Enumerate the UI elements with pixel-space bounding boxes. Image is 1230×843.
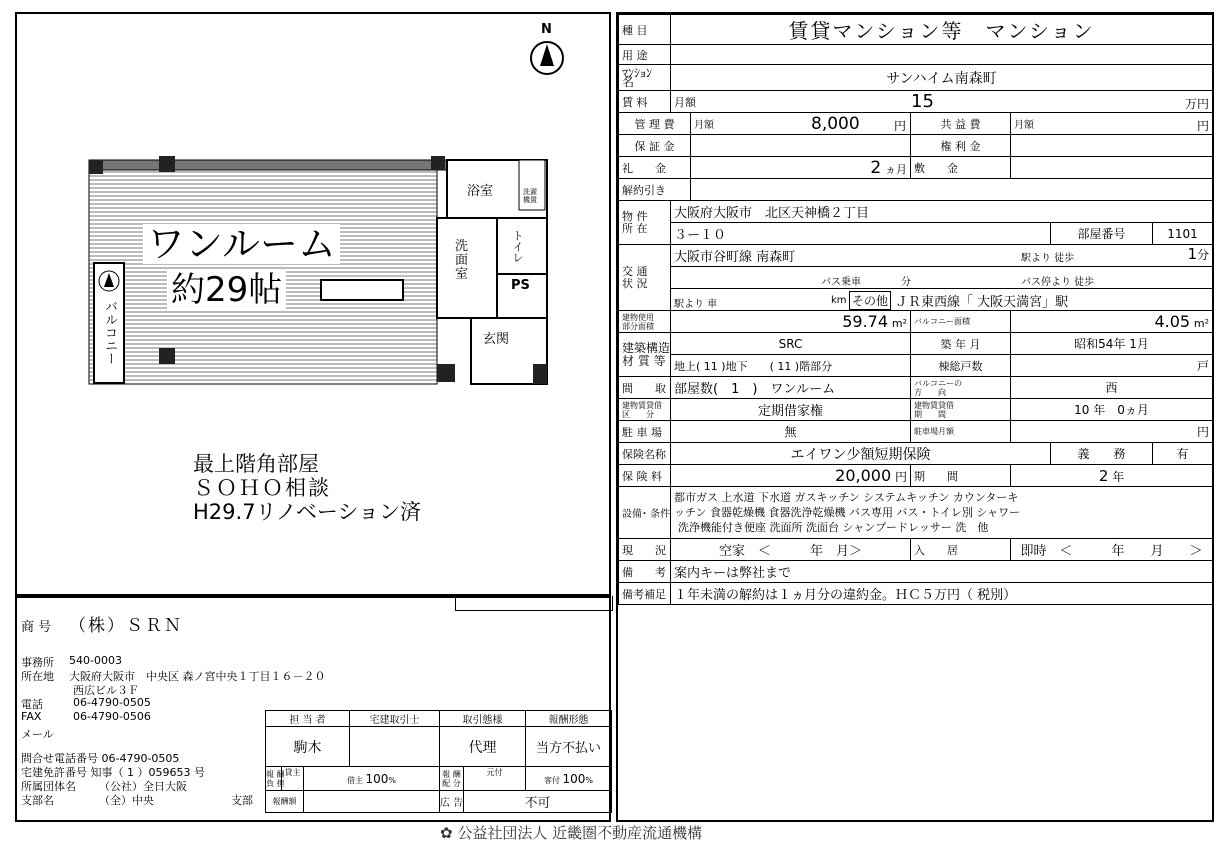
equip-line-1: 都市ガス 上水道 下水道 ガスキッチン システムキッチン カウンターキ	[674, 491, 1019, 504]
movein-label: 入 居	[911, 539, 1011, 561]
tel-label: 電話	[21, 698, 43, 711]
association-logo-icon: ✿	[440, 824, 458, 842]
name-value: サンハイム南森町	[671, 65, 1213, 91]
association-label: 所属団体名	[21, 780, 76, 793]
license: 宅建免許番号 知事（ 1 ）059653 号	[21, 766, 205, 779]
area-cell	[671, 311, 911, 333]
lease-term-value: 10 年 0ヵ月	[1011, 399, 1213, 421]
built-value: 昭和54年 1月	[1011, 333, 1213, 355]
km-unit: km	[831, 295, 847, 306]
lease-term-label: 建物賃貸借 期 間	[911, 399, 1011, 421]
header-tab	[455, 596, 613, 611]
use-value	[671, 45, 1213, 65]
traffic-line	[671, 245, 1213, 267]
compass-letter: N	[541, 22, 552, 37]
h-person: 担 当 者	[266, 711, 350, 727]
lessee-pct	[304, 767, 440, 791]
parking-value: 無	[671, 421, 911, 443]
ad-value: 不可	[464, 791, 612, 813]
pct-unit-2: %	[585, 775, 594, 785]
walk-value	[1187, 245, 1209, 263]
ins-fee-value: 20,000	[835, 466, 892, 485]
balcony-arrow-icon	[98, 270, 120, 292]
bath-label: 浴室	[467, 184, 494, 199]
bus-walk-label: バス停より 徒歩	[1021, 277, 1095, 288]
balcony-label: バルコニー	[102, 300, 117, 365]
name-label: ﾏﾝｼｮﾝ 名	[619, 65, 671, 91]
lessee-label: 借主	[346, 775, 363, 785]
address: 大阪府大阪市 中央区 森ノ宮中央１丁目１６－２０	[69, 670, 326, 683]
company-panel	[15, 596, 611, 822]
ins-name-label: 保険名称	[619, 443, 671, 465]
common-label: 共 益 費	[911, 113, 1011, 135]
deposit-label: 保 証 金	[619, 135, 691, 157]
lease-type-value: 定期借家権	[671, 399, 911, 421]
branch-label: 支部名	[21, 794, 54, 807]
fee-burden: 報 酬 負 担	[266, 767, 282, 791]
room-value: 1101	[1153, 223, 1213, 245]
broker-cell	[350, 727, 440, 767]
balc-dir-value: 西	[1011, 377, 1213, 399]
period-label: 期 間	[911, 465, 1011, 487]
use-label: 用 途	[619, 45, 671, 65]
period-cell	[1011, 465, 1213, 487]
postal: 540-0003	[69, 654, 122, 667]
key-cell	[1011, 135, 1213, 157]
built-label: 築 年 月	[911, 333, 1011, 355]
reikin-label: 礼 金	[619, 157, 691, 179]
walk-label: 駅より 徒歩	[1021, 253, 1075, 264]
common-unit: 円	[1197, 119, 1210, 133]
other-value: ＪＲ東西線「 大阪天満宮」駅	[895, 295, 1069, 310]
rent-cell	[671, 91, 1213, 113]
rent-unit: 万円	[1185, 97, 1210, 111]
remarks2-value: １年未満の解約は１ヵ月分の違約金。ＨＣ５万円（ 税別）	[671, 583, 1213, 605]
ps-label: PS	[511, 278, 530, 293]
branch: （全）中央	[99, 794, 154, 807]
balc-area-value: 4.05	[1154, 312, 1191, 331]
shikikin-label: 敷 金	[911, 157, 1011, 179]
parking-fee-unit: 円	[1011, 421, 1213, 443]
note-3: H29.7リノベーション済	[193, 500, 422, 524]
client-pct	[526, 767, 612, 791]
fee-amount-cell	[304, 791, 440, 813]
other-label: その他	[849, 291, 891, 310]
reikin-unit: ヵ月	[885, 162, 907, 176]
mode: 代理	[440, 727, 526, 767]
status-label: 現 況	[619, 539, 671, 561]
cancel-cell	[691, 179, 1213, 201]
spec-table	[618, 14, 1213, 605]
cancel-label: 解約引き	[619, 179, 691, 201]
footer	[440, 822, 702, 843]
balc-dir-label: バルコニーの 方 向	[911, 377, 1011, 399]
note-1: 最上階角部屋	[193, 452, 319, 476]
trade-name-label: 商 号	[21, 620, 52, 635]
units-unit: 戸	[1011, 355, 1213, 377]
toilet-label: トイレ	[511, 230, 524, 263]
location-1: 大阪府大阪市 北区天神橋２丁目	[671, 201, 1213, 223]
spec-panel	[616, 12, 1214, 822]
period-value: 2	[1098, 466, 1109, 485]
ins-name-value: エイワン少額短期保険	[671, 443, 1051, 465]
mgmt-label: 管 理 費	[619, 113, 691, 135]
equip-line-2: ッチン 食器乾燥機 食器洗浄乾燥機 バス専用 バス・トイレ別 シャワー	[674, 506, 1021, 519]
floors-value: 地上( 11 )地下 ( 11 )階部分	[671, 355, 911, 377]
floorplan-panel	[15, 12, 611, 596]
person: 駒木	[266, 727, 350, 767]
ins-fee-cell	[671, 465, 911, 487]
parking-fee-label: 駐車場月額	[911, 421, 1011, 443]
client-value: 100	[562, 771, 586, 786]
fee-type: 当方不払い	[526, 727, 612, 767]
area-value: 59.74	[842, 312, 889, 331]
balc-area-unit: m²	[1193, 317, 1210, 330]
lease-type-label: 建物賃貸借 区 分	[619, 399, 671, 421]
rent-value: 15	[911, 91, 934, 112]
compass	[529, 22, 569, 78]
remarks-label: 備 考	[619, 561, 671, 583]
fax-label: FAX	[21, 710, 42, 723]
fee-split: 報 酬 配 分	[440, 767, 464, 791]
movein-value: 即時 ＜ 年 月 ＞	[1011, 539, 1213, 561]
layout-value: 部屋数( 1 ) ワンルーム	[671, 377, 911, 399]
deposit-cell	[691, 135, 911, 157]
key-label: 権 利 金	[911, 135, 1011, 157]
branch-suffix: 支部	[231, 794, 253, 807]
lessor: 貸主	[282, 767, 304, 791]
equip-line-3: 洗浄機能付き便座 洗面所 洗面台 シャンプードレッサー 洗 他	[678, 521, 989, 534]
bus-min: 分	[901, 277, 911, 288]
fee-amount: 報酬額	[266, 791, 304, 813]
traffic-bus	[671, 267, 1213, 289]
tel: 06-4790-0505	[73, 696, 151, 709]
ad-label: 広 告	[440, 791, 464, 813]
mgmt-cell	[691, 113, 911, 135]
balc-area-label: バルコニー面積	[911, 311, 1011, 333]
struct-label: 建築構造 材 質 等	[619, 333, 671, 377]
room-label: 部屋番号	[1051, 223, 1153, 245]
equip-cell	[671, 487, 1213, 539]
rent-prefix: 月額	[674, 96, 696, 109]
struct-value: SRC	[671, 333, 911, 355]
ins-fee-unit: 円	[894, 470, 907, 484]
common-cell	[1011, 113, 1213, 135]
car-label: 駅より 車	[674, 299, 718, 310]
type-value: 賃貸マンション等 マンション	[671, 15, 1213, 45]
ins-fee-label: 保 険 料	[619, 465, 671, 487]
mgmt-unit: 円	[893, 119, 906, 133]
pct-unit: %	[388, 775, 397, 785]
origin: 元付	[464, 767, 526, 791]
walk-number: 1	[1187, 245, 1198, 263]
remarks-value: 案内キーは弊社まで	[671, 561, 1213, 583]
lessee-value: 100	[365, 771, 389, 786]
period-unit: 年	[1112, 469, 1125, 484]
duty-value: 有	[1153, 443, 1213, 465]
agent-table	[265, 710, 612, 813]
entrance-label: 玄関	[483, 332, 510, 347]
layout-label: ワンルーム	[143, 224, 340, 264]
line-name: 大阪市谷町線 南森町	[674, 250, 796, 265]
area-label: 建物使用 部分面積	[619, 311, 671, 333]
balc-area-cell	[1011, 311, 1213, 333]
mgmt-prefix: 月額	[694, 120, 714, 131]
shikikin-cell	[1011, 157, 1213, 179]
area-unit: m²	[891, 317, 907, 330]
address-label: 所在地	[21, 670, 54, 683]
mgmt-value: 8,000	[811, 114, 860, 134]
fax: 06-4790-0506	[73, 710, 151, 723]
reikin-value: 2	[870, 157, 882, 178]
balcony	[93, 262, 125, 384]
location-label: 物 件 所 在	[619, 201, 671, 245]
status-value: 空家 ＜ 年 月＞	[671, 539, 911, 561]
size-label: 約29帖	[167, 270, 286, 310]
north-arrow-icon	[529, 38, 569, 78]
h-broker: 宅建取引士	[350, 711, 440, 727]
layout-label: 間 取	[619, 377, 671, 399]
h-fee: 報酬形態	[526, 711, 612, 727]
traffic-car	[671, 289, 1213, 311]
units-label: 棟総戸数	[911, 355, 1011, 377]
client-label: 客付	[543, 775, 560, 785]
common-prefix: 月額	[1014, 120, 1034, 131]
type-label: 種 目	[619, 15, 671, 45]
duty-label: 義 務	[1051, 443, 1153, 465]
association: （公社）全日大阪	[99, 780, 187, 793]
mail-label: メール	[21, 728, 54, 741]
h-mode: 取引態様	[440, 711, 526, 727]
office-label: 事務所	[21, 656, 54, 669]
location-2: ３ー１０	[671, 223, 1051, 245]
footer-text: 公益社団法人 近畿圏不動産流通機構	[457, 824, 703, 842]
parking-label: 駐 車 場	[619, 421, 671, 443]
bus-label: バス乗車	[821, 277, 861, 288]
building: 西広ビル３Ｆ	[73, 684, 139, 697]
remarks2-label: 備考補足	[619, 583, 671, 605]
equip-label: 設備･ 条件	[619, 487, 671, 539]
washer-label: 洗濯 機置	[523, 188, 537, 204]
inquiry: 問合せ電話番号 06-4790-0505	[21, 752, 180, 765]
trade-name: （株）ＳＲＮ	[69, 616, 183, 636]
rent-label: 賃 料	[619, 91, 671, 113]
traffic-label: 交 通 状 況	[619, 245, 671, 311]
reikin-cell	[691, 157, 911, 179]
washroom-label: 洗 面 室	[455, 239, 469, 282]
walk-unit: 分	[1197, 248, 1210, 262]
note-2: ＳＯＨＯ相談	[193, 476, 331, 500]
